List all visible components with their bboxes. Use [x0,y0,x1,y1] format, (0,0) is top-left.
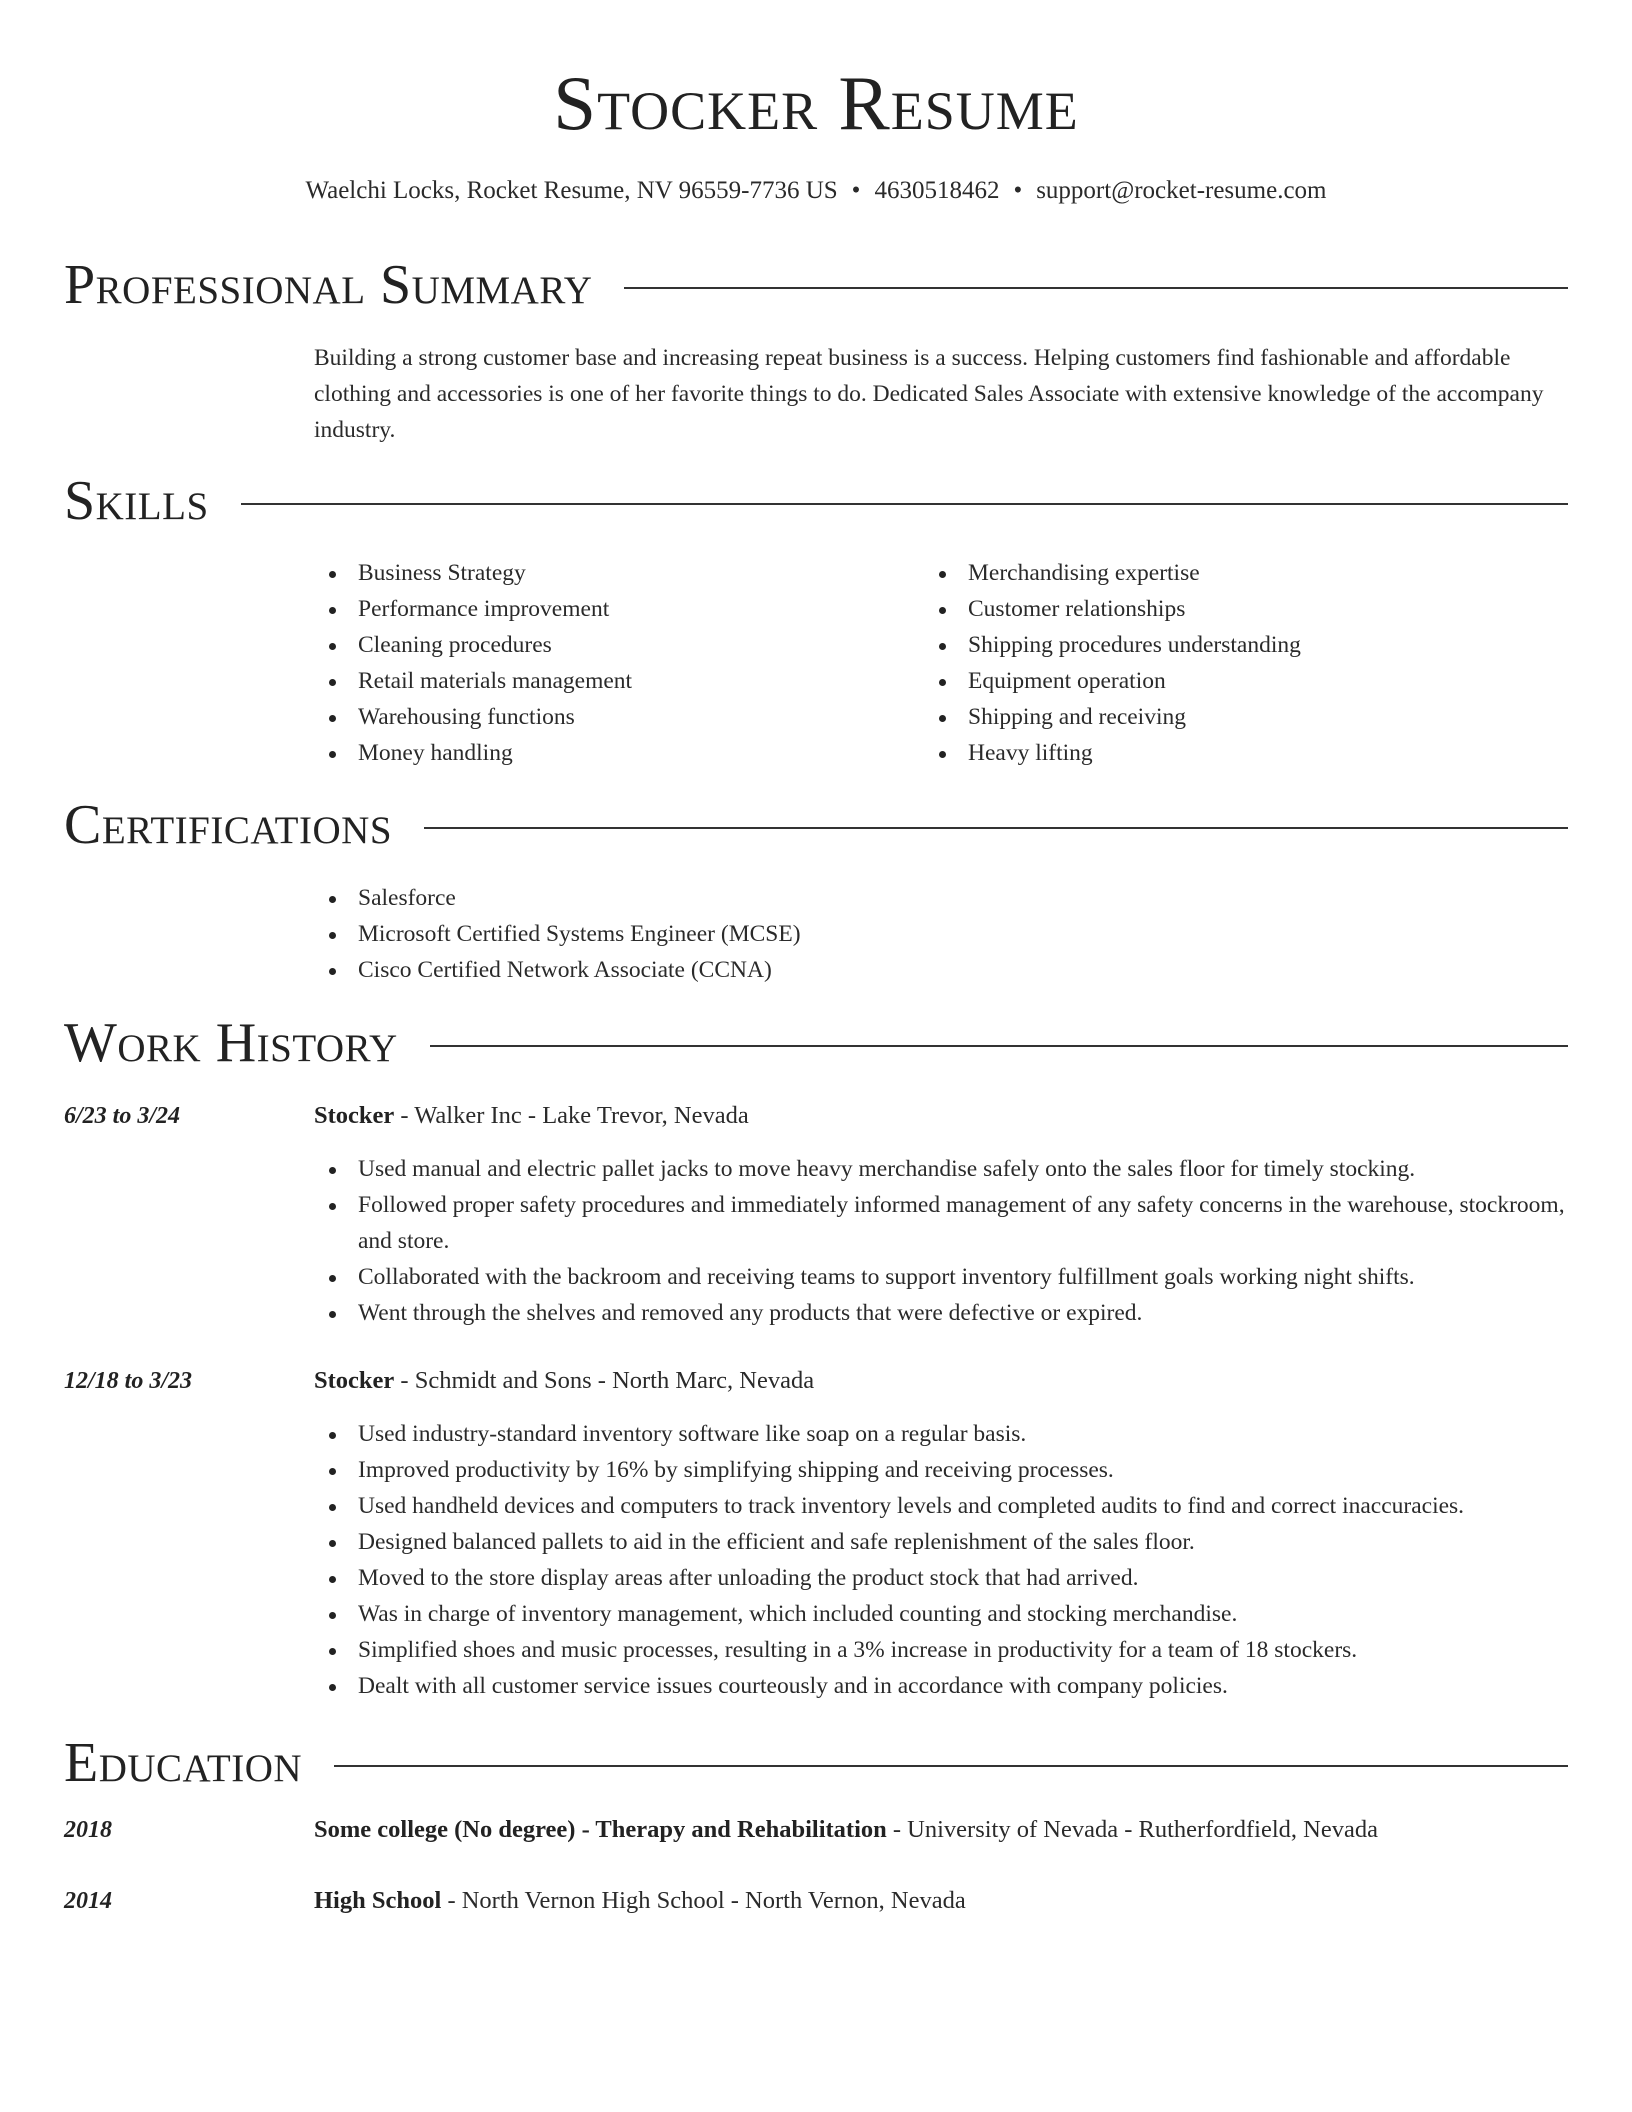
section-header-summary [64,254,1568,316]
job-bullets [314,1151,1568,1331]
job-title: Stocker [314,1367,395,1394]
job-bullet: Improved productivity by 16% by simplifying shipping and receiving processes. [314,1452,1568,1488]
job-bullet: Moved to the store display areas after unloading the product stock that had arrived. [314,1560,1568,1596]
section-header-work-history [64,1012,1568,1074]
skill-item: Performance improvement [314,591,914,627]
section-heading: Education [64,1732,303,1794]
job-bullets [314,1416,1568,1704]
job-bullet: Used manual and electric pallet jacks to move heavy merchandise safely onto the sales floor for timely stocking. [314,1151,1568,1187]
section-heading: Skills [64,470,209,532]
contact-email: support@rocket-resume.com [1036,177,1327,204]
education-year: 2014 [64,1888,112,1914]
skill-item: Warehousing functions [314,699,914,735]
section-divider [624,287,1568,289]
certifications-list [314,880,1568,988]
education-school: - University of Nevada - Rutherfordfield, Nevada [886,1816,1378,1843]
job-title-line [314,1363,1568,1399]
job-bullet: Was in charge of inventory management, which included counting and stocking merchandise. [314,1596,1568,1632]
skill-item: Retail materials management [314,663,914,699]
contact-line [0,174,1632,208]
education-year: 2018 [64,1817,112,1843]
job-bullet: Designed balanced pallets to aid in the efficient and safe replenishment of the sales floor. [314,1524,1568,1560]
certification-item: Cisco Certified Network Associate (CCNA) [314,952,1568,988]
section-heading: Work History [64,1012,398,1074]
contact-separator: • [1013,177,1023,204]
resume-title: Stocker Resume [553,60,1079,146]
skill-item: Shipping and receiving [924,699,1564,735]
job-bullet: Followed proper safety procedures and immediately informed management of any safety concerns in the warehouse, stockroom, and store. [314,1187,1568,1259]
education-school: - North Vernon High School - North Vernon, Nevada [441,1887,966,1914]
job-employer: - Walker Inc - Lake Trevor, Nevada [394,1102,749,1129]
summary-text: Building a strong customer base and increasing repeat business is a success. Helping customers find fashionable and affordable clothing and accessories is one of her favorite things to do. Dedicated Sales Associate with extensive knowledge of the accompany industry. [314,345,1544,443]
skill-item: Money handling [314,735,914,771]
section-divider [424,827,1568,829]
skill-item: Cleaning procedures [314,627,914,663]
skills-list-right [924,555,1564,771]
section-header-skills [64,470,1568,532]
job-dates: 12/18 to 3/23 [64,1368,193,1394]
section-heading: Professional Summary [64,254,593,316]
education-entry [314,1883,1568,1919]
job-title-line [314,1098,1568,1134]
job-employer: - Schmidt and Sons - North Marc, Nevada [394,1367,815,1394]
section-divider [430,1045,1568,1047]
skills-list-left [314,555,914,771]
job-bullet: Dealt with all customer service issues courteously and in accordance with company policies. [314,1668,1568,1704]
section-divider [241,503,1568,505]
job-bullet: Simplified shoes and music processes, resulting in a 3% increase in productivity for a team of 18 stockers. [314,1632,1568,1668]
certification-item: Salesforce [314,880,1568,916]
skill-item: Shipping procedures understanding [924,627,1564,663]
job-title: Stocker [314,1102,395,1129]
job-bullet: Used handheld devices and computers to track inventory levels and completed audits to find and correct inaccuracies. [314,1488,1568,1524]
job-bullet: Went through the shelves and removed any products that were defective or expired. [314,1295,1568,1331]
section-header-certifications [64,794,1568,856]
job-bullet: Used industry-standard inventory software like soap on a regular basis. [314,1416,1568,1452]
job-dates: 6/23 to 3/24 [64,1103,181,1129]
contact-phone: 4630518462 [874,177,1000,204]
skill-item: Heavy lifting [924,735,1564,771]
education-degree: Some college (No degree) - Therapy and Rehabilitation [314,1816,887,1843]
skill-item: Customer relationships [924,591,1564,627]
certification-item: Microsoft Certified Systems Engineer (MCSE) [314,916,1568,952]
section-heading: Certifications [64,794,393,856]
skill-item: Business Strategy [314,555,914,591]
education-degree: High School [314,1887,442,1914]
contact-address: Waelchi Locks, Rocket Resume, NV 96559-7736 US [305,177,838,204]
job-bullet: Collaborated with the backroom and receiving teams to support inventory fulfillment goals working night shifts. [314,1259,1568,1295]
education-entry [314,1812,1568,1848]
contact-separator: • [851,177,861,204]
section-header-education [64,1732,1568,1794]
skill-item: Equipment operation [924,663,1564,699]
skill-item: Merchandising expertise [924,555,1564,591]
section-divider [334,1765,1568,1767]
